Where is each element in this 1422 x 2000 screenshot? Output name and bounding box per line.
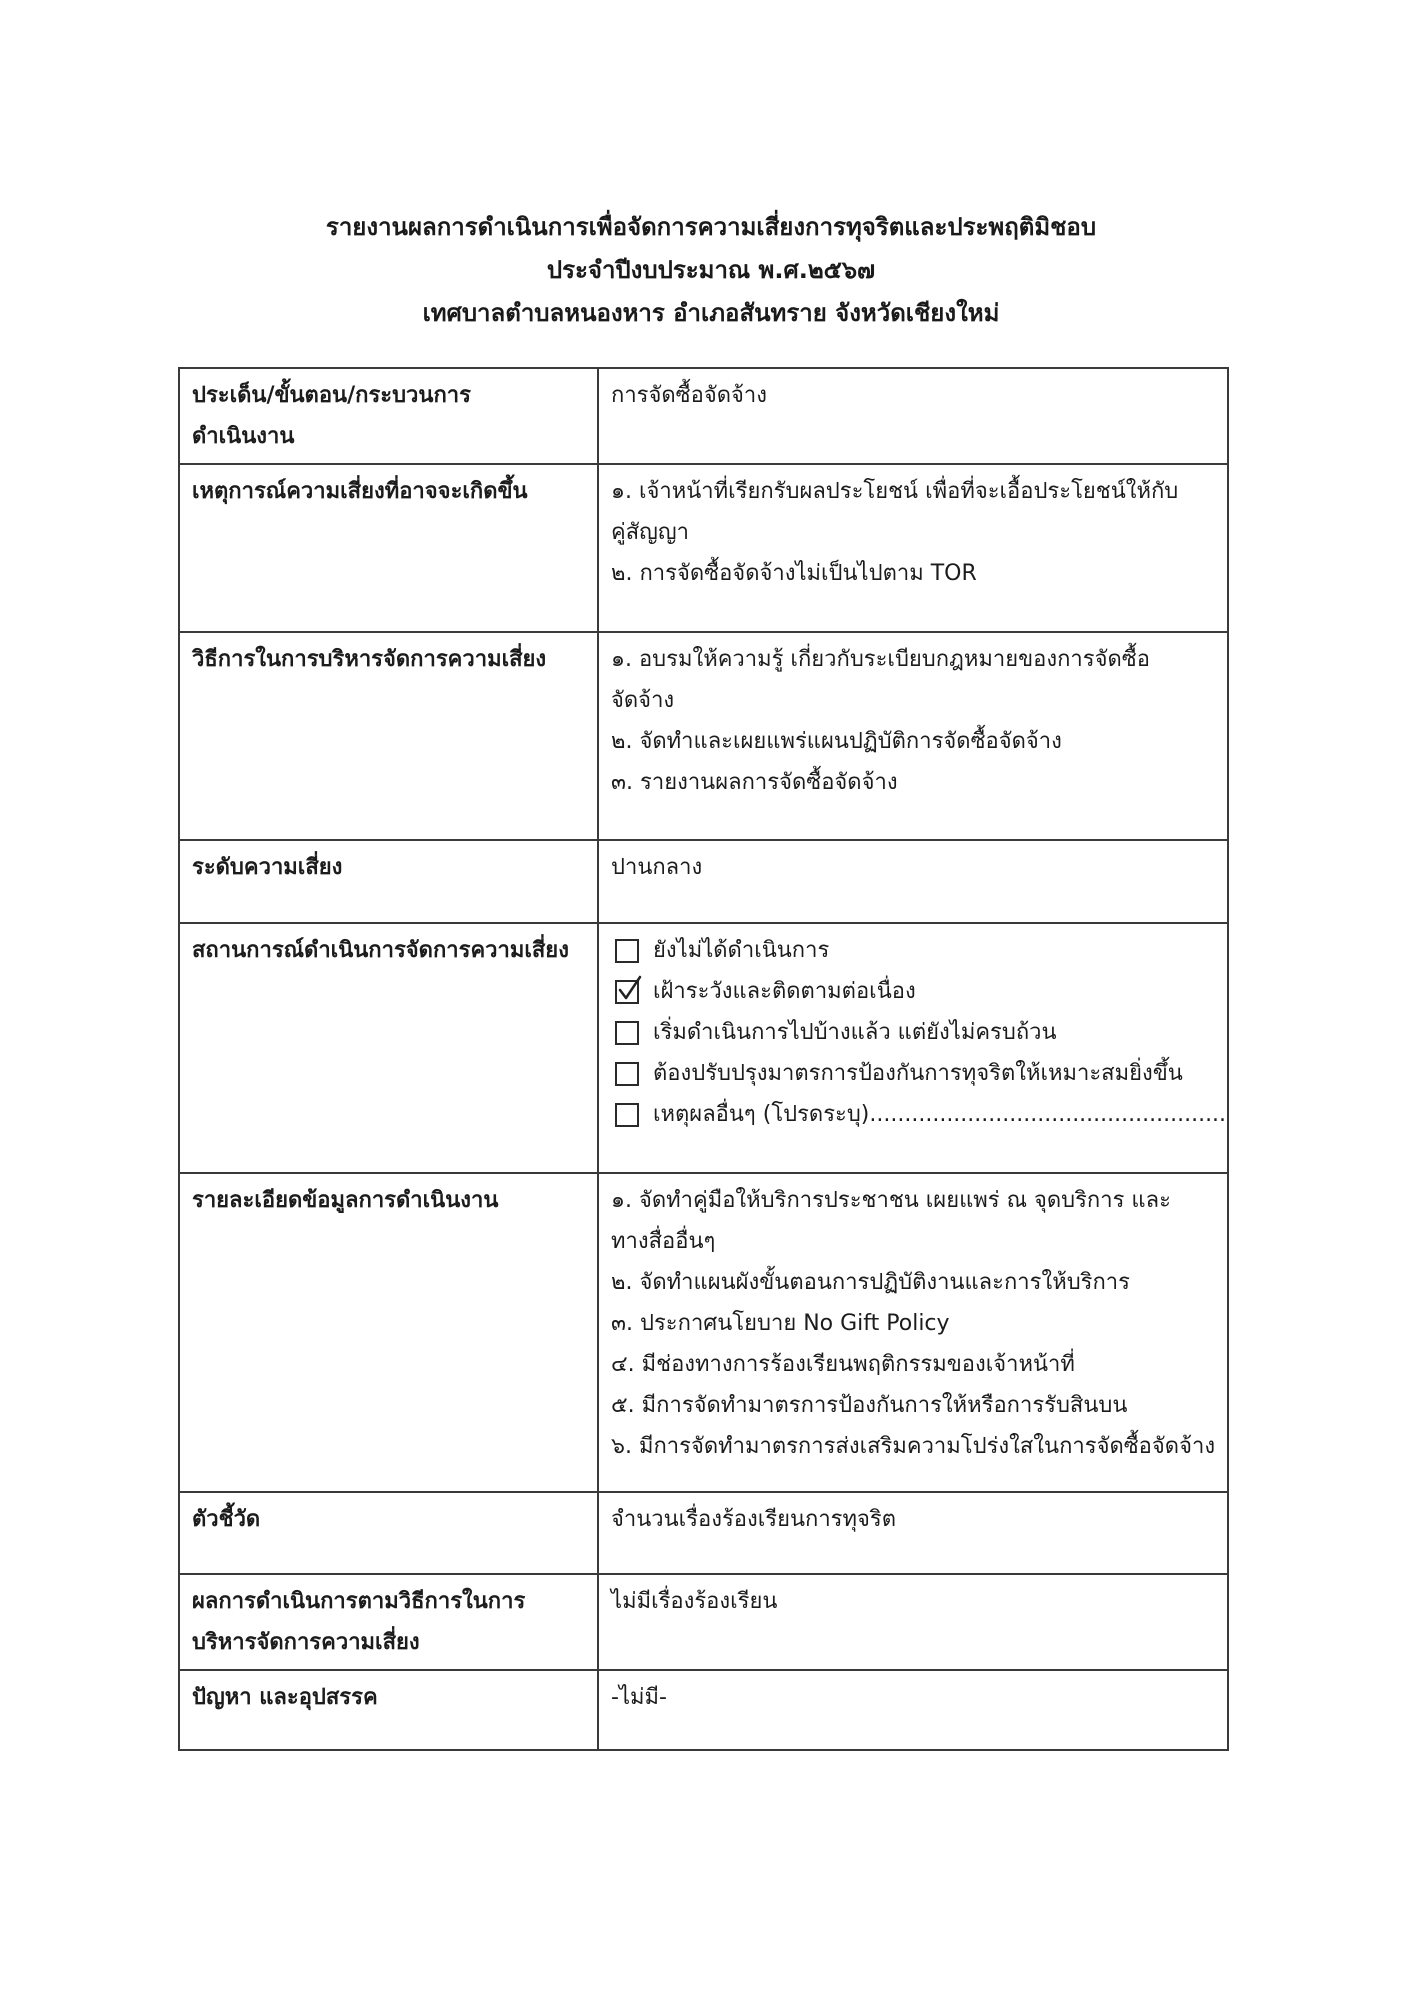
status-option-label: ยังไม่ได้ดำเนินการ bbox=[653, 938, 830, 963]
table-row-process bbox=[179, 368, 1228, 464]
details-line-2: ทางสื่ออื่นๆ bbox=[611, 1229, 716, 1254]
result-label bbox=[179, 1574, 598, 1670]
table-row-problems bbox=[179, 1670, 1228, 1750]
table-row-risk-level bbox=[179, 840, 1228, 923]
checkmark-icon bbox=[615, 974, 643, 1004]
process-value-text: การจัดซื้อจัดจ้าง bbox=[611, 383, 767, 408]
risk-event-line-1: ๑. เจ้าหน้าที่เรียกรับผลประโยชน์ เพื่อที่จะเอื้อประโยชน์ให้กับ bbox=[611, 479, 1179, 504]
risk-method-line-2: จัดจ้าง bbox=[611, 688, 675, 713]
process-label-line-1: ประเด็น/ขั้นตอน/กระบวนการ bbox=[192, 383, 471, 408]
result-value-text: ไม่มีเรื่องร้องเรียน bbox=[611, 1589, 778, 1614]
checkbox-unchecked-icon[interactable] bbox=[615, 1103, 639, 1127]
table-row-risk-event bbox=[179, 464, 1228, 632]
details-line-3: ๒. จัดทำแผนผังขั้นตอนการปฏิบัติงานและการให้บริการ bbox=[611, 1270, 1130, 1295]
risk-event-value bbox=[598, 464, 1228, 632]
risk-report-table bbox=[178, 367, 1229, 1751]
status-option-4 bbox=[611, 1053, 1217, 1094]
problems-label-text: ปัญหา และอุปสรรค bbox=[192, 1685, 378, 1710]
indicator-value-text: จำนวนเรื่องร้องเรียนการทุจริต bbox=[611, 1507, 896, 1532]
status-option-1 bbox=[611, 930, 1217, 971]
checkbox-unchecked-icon[interactable] bbox=[615, 1021, 639, 1045]
indicator-label-text: ตัวชี้วัด bbox=[192, 1507, 261, 1532]
details-line-1: ๑. จัดทำคู่มือให้บริการประชาชน เผยแพร่ ณ จุดบริการ และ bbox=[611, 1188, 1171, 1213]
status-options bbox=[598, 923, 1228, 1173]
risk-level-label-text: ระดับความเสี่ยง bbox=[192, 855, 343, 880]
indicator-value bbox=[598, 1492, 1228, 1574]
process-label bbox=[179, 368, 598, 464]
table-row-details bbox=[179, 1173, 1228, 1492]
status-label-text: สถานการณ์ดำเนินการจัดการความเสี่ยง bbox=[192, 938, 569, 963]
risk-level-value-text: ปานกลาง bbox=[611, 855, 703, 880]
status-option-label: ต้องปรับปรุงมาตรการป้องกันการทุจริตให้เหมาะสมยิ่งขึ้น bbox=[653, 1061, 1183, 1086]
details-label bbox=[179, 1173, 598, 1492]
process-value bbox=[598, 368, 1228, 464]
table-row-result bbox=[179, 1574, 1228, 1670]
indicator-label bbox=[179, 1492, 598, 1574]
risk-event-line-3: ๒. การจัดซื้อจัดจ้างไม่เป็นไปตาม TOR bbox=[611, 561, 977, 586]
process-label-line-2: ดำเนินงาน bbox=[192, 424, 295, 449]
document-title bbox=[0, 206, 1422, 335]
title-line-3: เทศบาลตำบลหนองหาร อำเภอสันทราย จังหวัดเชียงใหม่ bbox=[422, 299, 1000, 327]
risk-level-value bbox=[598, 840, 1228, 923]
risk-method-value bbox=[598, 632, 1228, 840]
status-option-5 bbox=[611, 1094, 1227, 1135]
details-line-5: ๔. มีช่องทางการร้องเรียนพฤติกรรมของเจ้าหน้าที่ bbox=[611, 1352, 1075, 1377]
title-line-1: รายงานผลการดำเนินการเพื่อจัดการความเสี่ยงการทุจริตและประพฤติมิชอบ bbox=[325, 213, 1097, 241]
problems-value-text: -ไม่มี- bbox=[611, 1685, 667, 1710]
risk-method-line-3: ๒. จัดทำและเผยแพร่แผนปฏิบัติการจัดซื้อจัดจ้าง bbox=[611, 729, 1062, 754]
table-row-status bbox=[179, 923, 1228, 1173]
result-value bbox=[598, 1574, 1228, 1670]
details-value bbox=[598, 1173, 1228, 1492]
problems-value bbox=[598, 1670, 1228, 1750]
checkbox-unchecked-icon[interactable] bbox=[615, 939, 639, 963]
details-line-4: ๓. ประกาศนโยบาย No Gift Policy bbox=[611, 1311, 950, 1336]
risk-method-line-1: ๑. อบรมให้ความรู้ เกี่ยวกับระเบียบกฎหมายของการจัดซื้อ bbox=[611, 647, 1150, 672]
details-label-text: รายละเอียดข้อมูลการดำเนินงาน bbox=[192, 1188, 499, 1213]
risk-event-line-2: คู่สัญญา bbox=[611, 520, 689, 545]
status-option-label: เริ่มดำเนินการไปบ้างแล้ว แต่ยังไม่ครบถ้วน bbox=[653, 1020, 1057, 1045]
checkbox-checked-icon[interactable] bbox=[615, 980, 639, 1004]
table-row-risk-method bbox=[179, 632, 1228, 840]
details-line-7: ๖. มีการจัดทำมาตรการส่งเสริมความโปร่งใสในการจัดซื้อจัดจ้าง bbox=[611, 1434, 1216, 1459]
status-option-label: เฝ้าระวังและติดตามต่อเนื่อง bbox=[653, 979, 916, 1004]
status-option-2 bbox=[611, 971, 1217, 1012]
risk-level-label bbox=[179, 840, 598, 923]
status-option-label: เหตุผลอื่นๆ (โปรดระบุ)................................................... bbox=[653, 1102, 1227, 1127]
problems-label bbox=[179, 1670, 598, 1750]
result-label-line-1: ผลการดำเนินการตามวิธีการในการ bbox=[192, 1589, 526, 1614]
details-line-6: ๕. มีการจัดทำมาตรการป้องกันการให้หรือการรับสินบน bbox=[611, 1393, 1128, 1418]
status-option-3 bbox=[611, 1012, 1217, 1053]
risk-method-label bbox=[179, 632, 598, 840]
table-row-indicator bbox=[179, 1492, 1228, 1574]
risk-event-label bbox=[179, 464, 598, 632]
risk-method-label-text: วิธีการในการบริหารจัดการความเสี่ยง bbox=[192, 647, 547, 672]
risk-method-line-4: ๓. รายงานผลการจัดซื้อจัดจ้าง bbox=[611, 770, 898, 795]
checkbox-unchecked-icon[interactable] bbox=[615, 1062, 639, 1086]
title-line-2: ประจำปีงบประมาณ พ.ศ.๒๕๖๗ bbox=[546, 256, 876, 284]
risk-event-label-text: เหตุการณ์ความเสี่ยงที่อาจจะเกิดขึ้น bbox=[192, 479, 528, 504]
result-label-line-2: บริหารจัดการความเสี่ยง bbox=[192, 1630, 420, 1655]
status-label bbox=[179, 923, 598, 1173]
